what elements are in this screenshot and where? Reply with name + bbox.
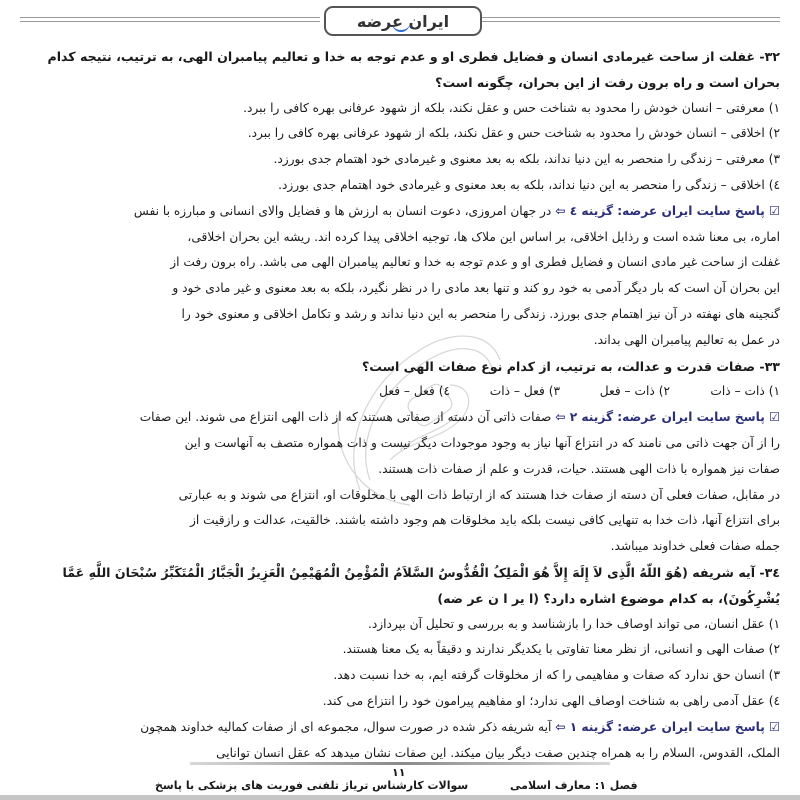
question-text: بحران است و راه برون رفت از این بحران، چگونه است؟ [435,74,780,90]
page-content [47,44,780,766]
checkbox-icon: ☑ [764,410,780,425]
answer-text: در عمل به تعالیم پیامبران الهی بداند. [593,332,780,347]
question-32 [47,44,780,354]
footer-chapter: فصل ۱: معارف اسلامی [510,779,638,792]
footer-rule [190,762,610,765]
option-1: ۱) عقل انسان، می تواند اوصاف خدا را بازشناسد و به بررسی و تحلیل آن بپردازد. [367,616,780,631]
option-2: ۲) اخلاقی – انسان خودش را محدود به شناخت حس و عقل نکند، بلکه از شهود عرفانی بهره کافی را ببرد. [247,126,780,141]
answer-text: صفات نیز همواره با ذات الهی هستند. حیات، قدرت و علم از صفات ذات هستند. [378,461,780,476]
answer-text: جمله صفات فعلی خداوند میباشد. [610,539,780,554]
answer-text: این بحران آن است که بار دیگر آدمی به خود رو کند و تنها بعد مادی را در نظر نگیرد، بلکه به بعد معنوی و غیر مادی خود و [172,281,780,296]
site-logo [324,6,482,36]
option-4: ٤) فعل – فعل [379,384,450,399]
option-4: ٤) عقل آدمی راهی به شناخت اوصاف الهی ندارد؛ او مفاهیم پیرامون خود را انتزاع می کند. [322,693,780,708]
page-header [0,0,800,40]
options-row [140,379,780,405]
logo-text: ایران عرضه [356,11,450,31]
header-rule-right [482,17,780,22]
answer-label: پاسخ سایت ایران عرضه: گزینه ٤ ⇦ [555,203,765,218]
option-1: ۱) معرفتی – انسان خودش را محدود به شناخت حس و عقل نکند، بلکه از شهود عرفانی بهره کافی را ببرد. [243,100,780,115]
header-rule-left [20,17,320,22]
answer-paragraph [133,199,780,225]
option-2: ۲) صفات الهی و انسانی، از نظر معنا تفاوتی با یکدیگر ندارند و دقیقاً به یک معنا هستند. [342,642,780,657]
option-4: ٤) اخلاقی – زندگی را منحصر به این دنیا نداند، بلکه به بعد معنوی و غیرمادی خود اهتمام جدی بورزد. [278,177,780,192]
option-1: ۱) ذات – ذات [710,384,780,399]
answer-paragraph [140,405,780,431]
question-text: یُشْرِکُونَ)، به کدام موضوع اشاره دارد؟ (ا یر ا ن عر ضه) [437,590,780,606]
answer-text: آیه شریفه ذکر شده در صورت سوال، مجموعه ای از صفات کمالیه خداوند همچون [140,719,556,734]
answer-text: الملک، القدوس، السلام را به همراه چندین صفت دیگر بیان میکند. این صفات نشان میدهد که عقل انسان توانایی [216,745,780,760]
page-number: ۱۱ [392,766,406,779]
question-text: ۳۲- غفلت از ساحت غیرمادی انسان و فضایل فطری او و عدم توجه به خدا و تعالیم پیامبران الهی، به ترتیب، نتیجه کدام [47,49,780,64]
checkbox-icon: ☑ [764,719,780,734]
question-33 [140,354,780,560]
question-text: ۳۳- صفات قدرت و عدالت، به ترتیب، از کدام نوع صفات الهی است؟ [361,358,780,374]
answer-label: پاسخ سایت ایران عرضه: گزینه ۲ ⇦ [555,410,765,425]
option-3: ۳) معرفتی – زندگی را منحصر به این دنیا نداند، بلکه به بعد معنوی و غیرمادی خود اهتمام جدی بورزد. [273,152,780,167]
question-34 [62,560,780,766]
answer-text: را از آن جهت ذاتی می نامند که در انتزاع آنها نیاز به وجود موجودات دیگر نیست و ذات همواره متصف به آنهاست و این [184,435,780,450]
footer-book-title: سوالات کارشناس تریاژ تلفنی فوریت های پزشکی با پاسخ [155,779,469,792]
answer-text: غفلت از ساحت غیر مادی انسان و فضایل فطری او و عدم توجه به خدا و تعالیم پیامبران الهی می باشد. راه برون رفت از [170,255,780,270]
answer-text: در جهان امروزی، دعوت انسان به ارزش ها و فضایل والای انسانی و مبارزه با نفس [133,203,556,218]
checkbox-icon: ☑ [764,203,780,218]
question-text: ۳٤- آیه شریفه (هُوَ اللّهُ الَّذِی لاَ إِلَهَ إِلاَّ هُوَ الْمَلِکُ الْقُدُّوسُ السَّلاَمُ الْمُؤْمِنُ الْمُهَیْمِنُ الْعَزِیزُ الْجَبَّارُ الْمُتَکَبِّرُ سُبْحَانَ اللَّهِ عَمَّا [62,564,780,580]
answer-paragraph [140,715,780,741]
answer-text: اماره، بی معنا شده است و رذایل اخلاقی، بر اساس این ملاک ها، توجیه اخلاقی پیدا کرده اند. ریشه این بحران اخلاقی، [187,229,780,244]
answer-text: در مقابل، صفات فعلی آن دسته از صفات خدا هستند که از ارتباط ذات الهی با مخلوقات او، انتزاع می شوند و به عبارتی [178,487,780,502]
answer-text: صفات ذاتی آن دسته از صفاتی هستند که از ذات الهی انتزاع می شوند. این صفات [139,410,556,425]
option-2: ۲) ذات – فعل [599,384,670,399]
option-3: ۳) فعل – ذات [489,384,560,399]
answer-text: گنجینه های نهفته در آن نیز اهتمام جدی بورزد. زندگی را منحصر به این دنیا نداند و رشد و تکامل اخلاقی و معنوی خود را [181,306,780,321]
answer-label: پاسخ سایت ایران عرضه: گزینه ۱ ⇦ [555,719,765,734]
answer-text: برای انتزاع آنها، ذات خدا به تنهایی کافی نیست بلکه باید مخلوقات هم وجود داشته باشند. خالقیت، عدالت و رازقیت از [189,513,780,528]
option-3: ۳) انسان حق ندارد که صفات و مفاهیمی را که از مخلوقات گرفته ایم، به خدا نسبت دهد. [333,668,780,683]
page-bottom-edge [0,795,800,800]
